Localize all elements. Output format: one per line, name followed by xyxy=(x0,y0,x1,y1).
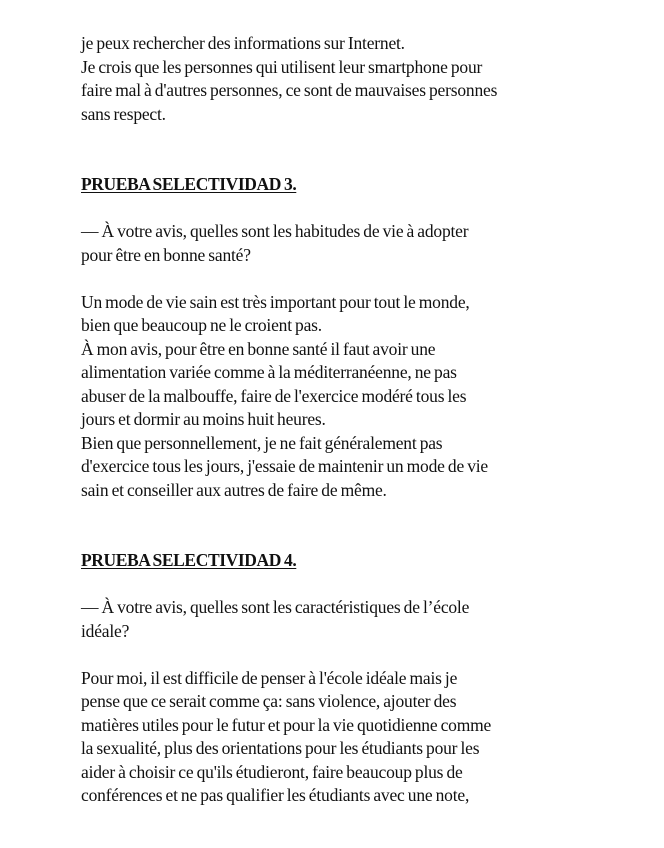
text-line: À mon avis, pour être en bonne santé il faut avoir une xyxy=(81,338,436,359)
section-4-question xyxy=(81,596,641,643)
text-line: sans respect. xyxy=(81,103,166,124)
text-line: sain et conseiller aux autres de faire de même. xyxy=(81,479,387,500)
spacer xyxy=(81,150,641,174)
section-3-question xyxy=(81,220,641,267)
text-line: abuser de la malbouffe, faire de l'exercice modéré tous les xyxy=(81,385,467,406)
text-line: alimentation variée comme à la méditerranéenne, ne pas xyxy=(81,362,457,382)
section-3-heading: PRUEBA SELECTIVIDAD 3. xyxy=(81,174,297,194)
text-line: je peux rechercher des informations sur Internet. xyxy=(81,33,405,53)
document-page xyxy=(81,32,641,808)
text-line: pense que ce serait comme ça: sans violence, ajouter des xyxy=(81,691,457,711)
text-line: matières utiles pour le futur et pour la vie quotidienne comme xyxy=(81,714,492,735)
section-3-answer xyxy=(81,291,641,503)
text-line: — À votre avis, quelles sont les habitudes de vie à adopter xyxy=(81,221,469,241)
spacer xyxy=(81,267,641,291)
section-4-answer xyxy=(81,667,641,808)
spacer xyxy=(81,526,641,550)
spacer xyxy=(81,573,641,597)
section-4-heading: PRUEBA SELECTIVIDAD 4. xyxy=(81,550,297,570)
text-line: idéale? xyxy=(81,620,130,641)
spacer xyxy=(81,502,641,526)
spacer xyxy=(81,126,641,150)
text-line: d'exercice tous les jours, j'essaie de maintenir un mode de vie xyxy=(81,456,488,476)
text-line: Pour moi, il est difficile de penser à l'école idéale mais je xyxy=(81,667,458,688)
text-line: la sexualité, plus des orientations pour les étudiants pour les xyxy=(81,738,480,758)
text-line: aider à choisir ce qu'ils étudieront, faire beaucoup plus de xyxy=(81,761,463,782)
spacer xyxy=(81,197,641,221)
text-line: conférences et ne pas qualifier les étudiants avec une note, xyxy=(81,785,470,805)
text-line: pour être en bonne santé? xyxy=(81,244,251,265)
text-line: jours et dormir au moins huit heures. xyxy=(81,409,326,429)
text-line: bien que beaucoup ne le croient pas. xyxy=(81,315,322,335)
text-line: — À votre avis, quelles sont les caractéristiques de l’école xyxy=(81,597,470,617)
text-line: Un mode de vie sain est très important pour tout le monde, xyxy=(81,291,470,312)
text-line: Je crois que les personnes qui utilisent leur smartphone pour xyxy=(81,56,483,77)
intro-paragraph xyxy=(81,32,641,126)
text-line: Bien que personnellement, je ne fait généralement pas xyxy=(81,432,443,453)
text-line: faire mal à d'autres personnes, ce sont de mauvaises personnes xyxy=(81,80,498,100)
spacer xyxy=(81,643,641,667)
